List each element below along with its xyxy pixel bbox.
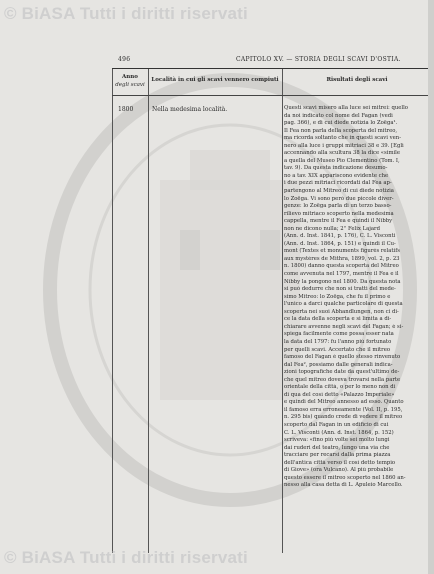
running-title: CAPITOLO XV. — STORIA DEGLI SCAVI D'OSTIA. [236,56,401,63]
results-text [284,105,430,490]
results-line: lo Zoëga. Vi sono però due piccole diver- [284,195,394,202]
results-line: nesso alla casa detta di L. Apuleio Marcello. [284,482,403,489]
results-line: spiega facilmente come possa esser nata [284,331,394,338]
results-line: aux mystères de Mithra, 1899, vol. 2, p. 23 [284,255,400,262]
results-line: scoperta nei suoi Abhandlungen, non ci di- [284,308,399,315]
page-edge [428,0,434,574]
results-line: come avvenuta nel 1797, mentre il Fea e il [284,271,399,278]
column-header-results: Risultati degli scavi [326,77,388,83]
header-divider [112,95,430,96]
results-line: scoperto dal Fagan in un edificio di cui [284,421,389,428]
row-year: 1800 [118,106,134,113]
results-line: Questi scavi misero alla luce sei mitrei: quello [284,105,408,111]
results-line: di Giove» (ora Vulcano). Al più probabile [284,467,394,474]
results-line: la data del 1797: fu l'anno più fortunato [284,338,392,345]
results-line: rilievo mitriaco scoperto nella medesima [284,210,394,217]
results-line: di qua del così detto «Palazzo Imperiale» [284,391,395,398]
column-divider-2 [282,69,283,553]
column-header-place: Località in cui gli scavi vennero compiuti [151,77,279,83]
results-line: il famoso erra erroneamente (Vol. II, p. 195, [284,406,403,413]
results-line: zioni topografiche date da quest'ultimo de- [284,369,400,376]
results-line: da noi indicato col nome del Fagan (vedi [284,112,393,119]
results-line: e quindi del Mitreo annesso ad esso. Quanto [284,399,404,406]
column-header-year [114,73,146,89]
results-line: chiarare avvenne negli scavi del Fagan; è si- [284,323,404,330]
results-line: nero alla luce i gruppi mitriaci 38 e 39. [Egli [284,142,404,149]
results-line: accennando alla scultura 38 la dice «simile [284,150,401,157]
results-line: i due pezzi mitriaci ricordati dal Fea ap- [284,180,392,187]
results-line: per quelli scavi. Accertato che il mitreo [284,346,391,353]
results-line: C. L. Visconti (Ann. d. Inst. 1864, p. 152) [284,429,394,436]
results-line: n. 1800) danno questa scoperta del Mitreo [284,263,399,270]
copyright-watermark-bottom: © BiASA Tutti i diritti riservati [4,548,248,567]
results-line: genze: lo Zoëga parla di un terzo basso- [284,203,392,210]
copyright-watermark-top: © BiASA Tutti i diritti riservati [4,4,248,23]
results-line: Nibby la pongono nel 1800. Da questa nota [284,278,401,285]
column-header-year-line2: degli scavi [115,82,145,88]
page-number: 496 [118,56,131,63]
row-place: Nella medesima località. [152,106,228,113]
results-line: cappella, mentre il Fea e quindi il Nibby [284,218,393,225]
column-header-year-line1: Anno [122,74,138,80]
results-line: questo essere il mitreo scoperto nel 1860 an- [284,474,406,481]
results-line: non ne dicono nulla; 2° Felix Lajard [284,225,380,232]
results-line: dell'antica città verso il così detto tempio [284,459,396,466]
results-line: partengono al Mitreo di cui diede notizia [284,188,394,195]
results-line: ce la data della scoperta e si limita a di- [284,316,392,323]
results-line: no a tav. XIX appariscono evidente che [284,172,389,179]
results-line: scriveva: «fino più volte sei molto lungi [284,437,390,444]
results-line: (Ann. d. Inst. 1841, p. 176), C. L. Visconti [284,233,396,240]
results-line: simo Mitreo: lo Zoëga, che fu il primo e [284,293,391,300]
results-line: che quel mitreo doveva trovarsi nella parte [284,376,401,383]
results-line: l'unico a darci qualche particolare di questa [284,301,403,308]
results-line: tav. 9). Da questa indicazione desumo- [284,165,388,172]
results-line: mont (Textes et monuments figurés relatifs [284,248,400,255]
results-line: dai ruderi del teatro, lungo una via che [284,444,390,451]
results-line: orientale della città, o per lo meno non di [284,384,396,391]
results-line: (Ann. d. Inst. 1864, p. 151) e quindi il Cu- [284,240,396,247]
results-line: pag. 366), e di cui diede notizia lo Zoëga¹. [284,120,398,127]
table-border-left [112,69,113,553]
results-line: ma ricorda soltanto che in questi scavi ven- [284,135,401,142]
column-divider-1 [148,69,149,553]
results-line: n. 295 bis) quando crede di vedere il mitreo [284,414,403,421]
results-line: a quella del Museo Pio Clementino (Tom. I, [284,157,400,164]
results-line: Il Fea non parla della scoperta del mitreo, [284,127,398,134]
results-line: tracciare per recarsi dalla prima piazza [284,452,391,459]
results-line: dal Fea², possiamo dalle generali indica- [284,361,393,368]
results-line: famoso del Fagan è quello stesso rinvenuto [284,354,401,361]
results-line: si può dedurre che non si tratti del mede- [284,286,396,293]
excavation-table [112,68,430,553]
